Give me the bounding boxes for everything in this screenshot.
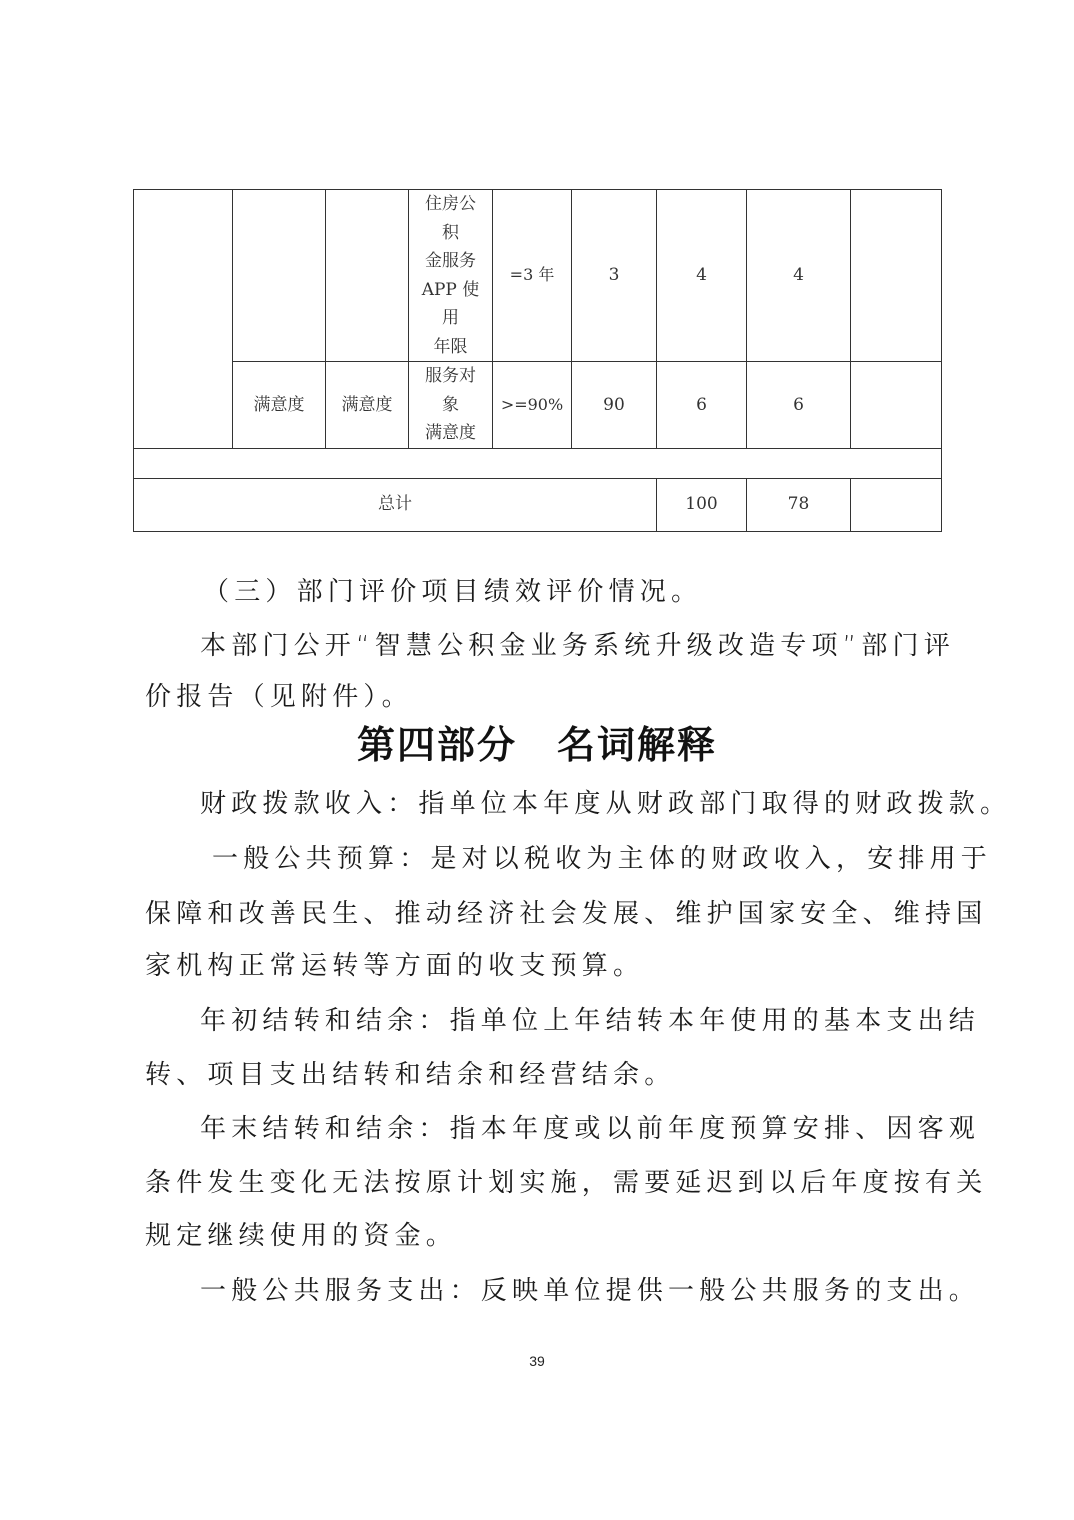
total-weight: 100 (657, 478, 747, 531)
paragraph-line: 保障和改善民生、推动经济社会发展、维护国家安全、维持国 (145, 899, 988, 929)
indicator-text: 积 (442, 222, 459, 243)
table-cell-actual: 90 (572, 362, 657, 449)
part-heading: 第四部分 名词解释 (356, 723, 717, 767)
table-cell-indicator (409, 190, 493, 362)
table-cell-score: 4 (747, 190, 851, 362)
table-cell-indicator (409, 362, 493, 449)
indicator-text: 用 (442, 308, 459, 328)
paragraph-line: 价报告（见附件）。 (145, 682, 413, 712)
table-row-empty (134, 448, 942, 478)
table-cell-level0 (134, 190, 233, 449)
indicator-text: 服务对 (425, 366, 476, 386)
table-cell-level1: 满意度 (233, 362, 326, 449)
paragraph-line: 家机构正常运转等方面的收支预算。 (145, 951, 645, 981)
table-cell-target: =3 年 (493, 190, 572, 362)
table-cell-note (851, 362, 942, 449)
performance-table (133, 189, 942, 532)
indicator-text: 住房公 (425, 194, 476, 214)
table-cell-weight: 6 (657, 362, 747, 449)
table-cell-level2 (326, 190, 409, 362)
table-cell-empty (134, 448, 942, 478)
paragraph-line: 本部门公开“智慧公积金业务系统升级改造专项”部门评 (200, 631, 955, 661)
indicator-text: 年限 (433, 336, 468, 357)
paragraph-line: 规定继续使用的资金。 (145, 1221, 458, 1251)
indicator-text: 满意度 (425, 423, 476, 443)
table-cell-actual: 3 (572, 190, 657, 362)
table-cell-weight: 4 (657, 190, 747, 362)
indicator-text: 金服务 (425, 251, 476, 271)
table-cell-score: 6 (747, 362, 851, 449)
paragraph-line: 年初结转和结余：指单位上年结转本年使用的基本支出结 (200, 1006, 981, 1036)
total-label: 总计 (134, 478, 657, 531)
paragraph-line: 一般公共预算：是对以税收为主体的财政收入，安排用于 (212, 844, 993, 874)
page-number: 39 (529, 1353, 545, 1369)
paragraph-line: 一般公共服务支出：反映单位提供一般公共服务的支出。 (200, 1276, 981, 1306)
indicator-text: 象 (442, 394, 459, 415)
table-row (134, 362, 942, 449)
table-cell-level2: 满意度 (326, 362, 409, 449)
table-cell-note (851, 190, 942, 362)
table-row (134, 190, 942, 362)
total-score: 78 (747, 478, 851, 531)
indicator-text: APP 使 (421, 279, 480, 300)
paragraph-line: 条件发生变化无法按原计划实施，需要延迟到以后年度按有关 (145, 1168, 988, 1198)
paragraph-line: 转、项目支出结转和结余和经营结余。 (145, 1060, 676, 1090)
paragraph-line: 年末结转和结余：指本年度或以前年度预算安排、因客观 (200, 1114, 981, 1144)
table-cell-level1 (233, 190, 326, 362)
total-note (851, 478, 942, 531)
section-title: （三）部门评价项目绩效评价情况。 (203, 577, 703, 607)
table-cell-target: >=90% (493, 362, 572, 449)
table-row-total (134, 478, 942, 531)
paragraph-line: 财政拨款收入：指单位本年度从财政部门取得的财政拨款。 (200, 789, 1012, 819)
